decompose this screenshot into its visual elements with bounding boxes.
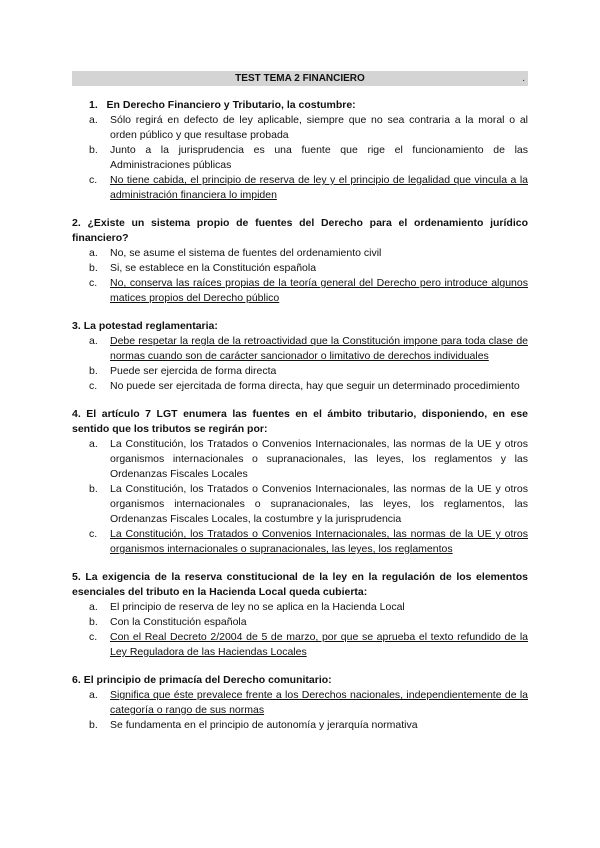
question-4 xyxy=(72,407,528,557)
option-text: La Constitución, los Tratados o Convenios Internacionales, las normas de la UE y otros organismos internacionales o supranacionales, las leyes, los reglamentos xyxy=(110,528,528,555)
document-title: TEST TEMA 2 FINANCIERO xyxy=(235,73,365,84)
option-1a xyxy=(72,113,528,143)
option-letter: c. xyxy=(89,174,98,186)
option-letter: c. xyxy=(89,528,98,540)
option-5b xyxy=(72,615,528,630)
question-title xyxy=(72,216,528,246)
question-3 xyxy=(72,319,528,394)
question-number: 2. xyxy=(72,217,81,229)
option-letter: c. xyxy=(89,631,98,643)
option-text: Con el Real Decreto 2/2004 de 5 de marzo, por que se aprueba el texto refundido de la Ley Reguladora de las Haciendas Locales xyxy=(110,631,528,658)
option-6b xyxy=(72,718,528,733)
option-text: No, conserva las raíces propias de la teoría general del Derecho pero introduce algunos matices propios del Derecho público xyxy=(110,277,528,304)
question-text: El principio de primacía del Derecho comunitario: xyxy=(83,674,332,686)
option-text: Debe respetar la regla de la retroactividad que la Constitución impone para toda clase de normas cuando son de carácter sancionador o limitativo de derechos individuales xyxy=(110,335,528,362)
option-letter: b. xyxy=(89,365,98,377)
option-letter: a. xyxy=(89,247,98,259)
question-title xyxy=(72,570,528,600)
option-5c-correct xyxy=(72,630,528,660)
question-title xyxy=(72,673,528,688)
question-number: 5. xyxy=(72,571,81,583)
option-3b xyxy=(72,364,528,379)
option-4a xyxy=(72,437,528,482)
option-text: No puede ser ejercitada de forma directa, hay que seguir un determinado procedimiento xyxy=(110,380,520,392)
option-4b xyxy=(72,482,528,527)
question-2 xyxy=(72,216,528,306)
option-letter: c. xyxy=(89,277,98,289)
option-1b xyxy=(72,143,528,173)
option-text: La Constitución, los Tratados o Convenios Internacionales, las normas de la UE y otros organismos internacionales o supranacionales, las leyes, los reglamentos, las Ordenanzas Fiscales Locales, la costumbre y la jurisprudencia xyxy=(110,483,528,525)
question-number: 6. xyxy=(72,674,81,686)
option-2c-correct xyxy=(72,276,528,306)
option-letter: b. xyxy=(89,262,98,274)
question-text: La exigencia de la reserva constitucional de la ley en la regulación de los elementos esenciales del tributo en la Hacienda Local queda cubierta: xyxy=(72,571,528,598)
option-letter: b. xyxy=(89,616,98,628)
option-letter: a. xyxy=(89,335,98,347)
question-5 xyxy=(72,570,528,660)
option-text: Significa que éste prevalece frente a los Derechos nacionales, independientemente de la categoría o rango de sus normas xyxy=(110,689,528,716)
option-letter: b. xyxy=(89,483,98,495)
option-text: Sólo regirá en defecto de ley aplicable, siempre que no sea contraria a la moral o al orden público y que resultase probada xyxy=(110,114,528,141)
question-text: La potestad reglamentaria: xyxy=(83,320,218,332)
option-5a xyxy=(72,600,528,615)
question-number: 1. xyxy=(89,99,98,111)
option-text: El principio de reserva de ley no se aplica en la Hacienda Local xyxy=(110,601,405,613)
question-title xyxy=(72,407,528,437)
question-title xyxy=(72,98,528,113)
questions-list xyxy=(72,98,528,746)
question-6 xyxy=(72,673,528,733)
question-number: 3. xyxy=(72,320,81,332)
option-text: Puede ser ejercida de forma directa xyxy=(110,365,277,377)
question-number: 4. xyxy=(72,408,81,420)
option-text: La Constitución, los Tratados o Convenios Internacionales, las normas de la UE y otros organismos internacionales o supranacionales, las leyes, los reglamentos y las Ordenanzas Fiscales Locales xyxy=(110,438,528,480)
option-6a-correct xyxy=(72,688,528,718)
option-4c-correct xyxy=(72,527,528,557)
option-letter: a. xyxy=(89,689,98,701)
option-letter: b. xyxy=(89,719,98,731)
option-text: No tiene cabida, el principio de reserva de ley y el principio de legalidad que vincula a la administración financiera lo impiden xyxy=(110,174,528,201)
option-text: Junto a la jurisprudencia es una fuente que rige el funcionamiento de las Administraciones públicas xyxy=(110,144,528,171)
option-text: No, se asume el sistema de fuentes del ordenamiento civil xyxy=(110,247,382,259)
title-dot: . xyxy=(522,73,525,84)
question-title xyxy=(72,319,528,334)
option-letter: c. xyxy=(89,380,98,392)
option-3a-correct xyxy=(72,334,528,364)
question-text: ¿Existe un sistema propio de fuentes del Derecho para el ordenamiento jurídico financiero? xyxy=(72,217,528,244)
option-letter: a. xyxy=(89,601,98,613)
option-text: Se fundamenta en el principio de autonomía y jerarquía normativa xyxy=(110,719,418,731)
option-2b xyxy=(72,261,528,276)
option-letter: a. xyxy=(89,114,98,126)
option-letter: b. xyxy=(89,144,98,156)
question-text: En Derecho Financiero y Tributario, la costumbre: xyxy=(106,99,356,111)
option-3c xyxy=(72,379,528,394)
option-text: Con la Constitución española xyxy=(110,616,247,628)
option-text: Si, se establece en la Constitución española xyxy=(110,262,317,274)
option-letter: a. xyxy=(89,438,98,450)
option-1c-correct xyxy=(72,173,528,203)
question-text: El artículo 7 LGT enumera las fuentes en el ámbito tributario, disponiendo, en ese sentido que los tributos se regirán por: xyxy=(72,408,528,435)
option-2a xyxy=(72,246,528,261)
document-title-bar xyxy=(72,71,528,86)
question-1 xyxy=(72,98,528,203)
